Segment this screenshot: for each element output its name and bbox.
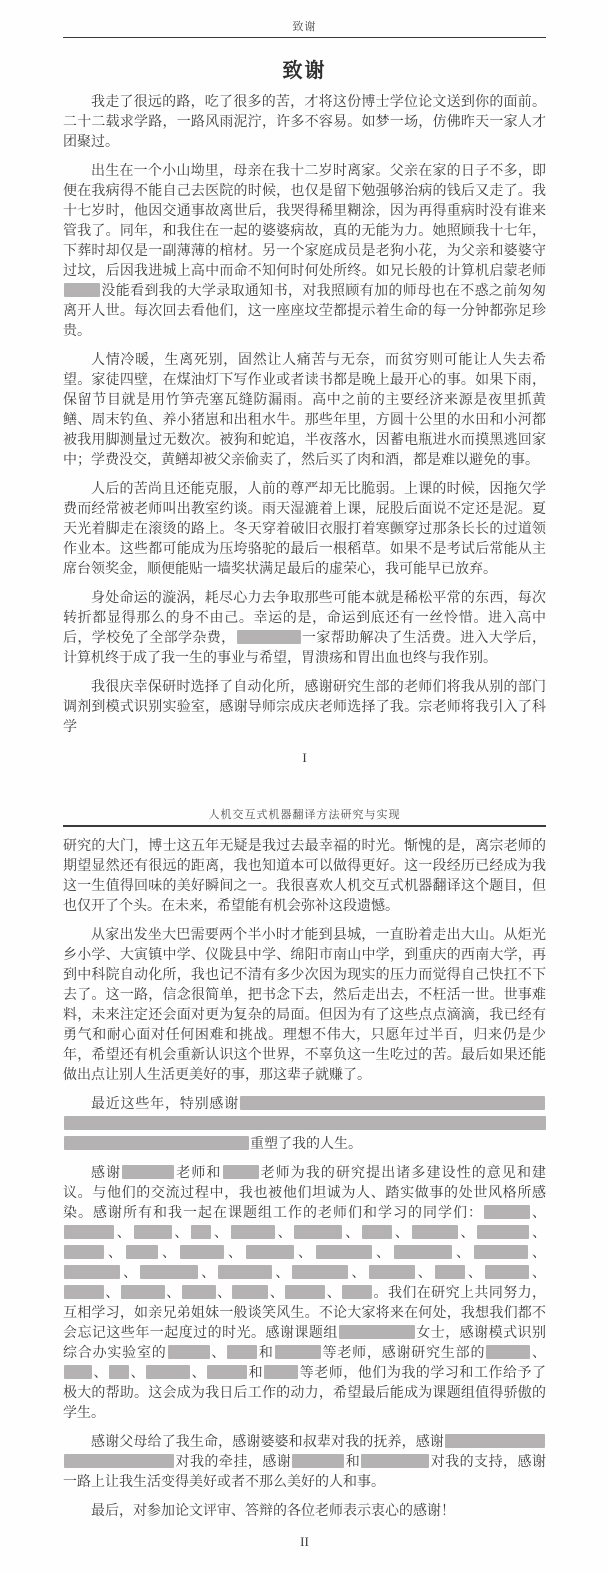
redaction-box — [168, 1345, 210, 1359]
paragraph: 身处命运的漩涡，耗尽心力去争取那些可能本就是稀松平常的东西，每次转折都显得那么的身不由己。幸运的是，命运到底还有一丝怜惜。进入高中后，学校免了全部学杂费， 一家帮助解决了生活费。进入大学后，计算机终于成了我一生的事业与希望，胃溃疡和胃出血也终与我作别。 — [63, 591, 547, 666]
redaction-box — [64, 1245, 104, 1259]
paragraph: 最后，对参加论文评审、答辩的各位老师表示衷心的感谢！ — [91, 1504, 455, 1519]
redaction-box — [240, 1096, 545, 1110]
page1-running-header: 致谢 — [292, 21, 317, 33]
paragraph: 出生在一个小山坳里，母亲在我十二岁时离家。父亲在家的日子不多，即便在我病得不能自己去医院的时候，也仅是留下勉强够治病的钱后又走了。我十七岁时，他因交通事故离世后，我哭得稀里糊涂，因为再得重病时没有谁来管我了。同年，和我住在一起的婆婆病故，真的无能为力。她照顾我十七年，下葬时却仅是一副薄薄的棺材。另一个家庭成员是老狗小花，为父亲和婆婆守过坟，后因我进城上高中而命不知何时何处所终。如兄长般的计算机启蒙老师没能看到我的大学录取通知书，对我照顾有加的师母也在不惑之前匆匆离开人世。每次回去看他们，这一座座坟茔都提示着生命的每一分钟都弥足珍贵。 — [63, 164, 546, 339]
page1-body — [63, 93, 546, 738]
redaction-box — [484, 1205, 530, 1219]
redaction-box — [64, 1116, 546, 1130]
redaction-box — [121, 1285, 165, 1299]
redaction-box — [394, 1245, 452, 1259]
redaction-box — [180, 1245, 224, 1259]
redaction-box — [361, 1454, 429, 1468]
redaction-box — [223, 1165, 259, 1179]
redaction-box — [435, 1265, 465, 1279]
redaction-box — [275, 1345, 321, 1359]
page1-header-rule — [63, 37, 546, 38]
redaction-box — [285, 1285, 325, 1299]
redaction-box — [294, 1225, 342, 1239]
paragraph: 我走了很远的路，吃了很多的苦，才将这份博士学位论文送到你的面前。二十二载求学路，一路风雨泥泞，许多不容易。如梦一场，仿佛昨天一家人才团聚过。 — [63, 95, 546, 150]
paragraph: 从家出发坐大巴需要两个半小时才能到县城，一直盼着走出大山。从炬光乡小学、大寅镇中学、仪陇县中学、绵阳市南山中学，到重庆的西南大学，再到中科院自动化所，我也记不清有多少次因为现实的压力而觉得自己快扛不下去了。这一路，信念很简单，把书念下去，然后走出去，不枉活一世。世事难料，未来注定还会面对更为复杂的局面。但因为有了这些点点滴滴，我已经有勇气和耐心面对任何困难和挑战。理想不伟大，只愿年过半百，归来仍是少年，希望还有机会重新认识这个世界，不辜负这一生吃过的苦。最后如果还能做出点让别人生活更美好的事，那这辈子就赚了。 — [63, 928, 546, 1083]
redaction-box — [292, 1265, 348, 1279]
redaction-box — [264, 1365, 298, 1379]
redaction-box — [182, 1285, 216, 1299]
redaction-box — [232, 1285, 268, 1299]
page-2 — [0, 788, 608, 1572]
page2-header-rule — [63, 825, 546, 827]
redaction-box — [246, 1245, 294, 1259]
paragraph: 人情冷暖，生离死别，固然让人痛苦与无奈，而贫穷则可能让人失去希望。家徒四壁，在煤油灯下写作业或者读书都是晚上最开心的事。如果下雨，保留节目就是用竹笋壳塞瓦缝防漏雨。高中之前的主要经济来源是夜里抓黄鳝、周末钓鱼、养小猪崽和出租水牛。那些年里，方圆十公里的水田和小河都被我用脚测量过无数次。被狗和蛇追，半夜落水，因蓄电瓶进水而摸黑逃回家中；学费没交，黄鳝却被父亲偷卖了，然后买了肉和酒，都是难以避免的事。 — [63, 353, 546, 468]
redaction-box — [191, 1225, 211, 1239]
redaction-box — [316, 1245, 372, 1259]
paragraph: 人后的苦尚且还能克服，人前的尊严却无比脆弱。上课的时候，因拖欠学费而经常被老师叫出教室约谈。雨天湿漉着上课，屁股后面说不定还是泥。夏天光着脚走在滚烫的路上。冬天穿着破旧衣服打着寒颤穿过那条长长的过道领作业本。这些都可能成为压垮骆驼的最后一根稻草。如果不是考试后常能从主席台领奖金，顺便能贴一墙奖状满足最后的虚荣心，我可能早已放弃。 — [63, 482, 546, 577]
paragraph: 研究的大门，博士这五年无疑是我过去最幸福的时光。惭愧的是，离宗老师的期望显然还有很远的距离，我也知道本可以做得更好。这一段经历已经成为我这一生值得回味的美好瞬间之一。我很喜欢人机交互式机器翻译这个题目，但也仅开了个头。在未来，希望能有机会弥补这段遗憾。 — [63, 839, 546, 914]
redaction-box — [64, 1454, 174, 1468]
page2-running-header: 人机交互式机器翻译方法研究与实现 — [208, 809, 401, 821]
redaction-box — [339, 1325, 415, 1339]
redaction-box — [109, 1365, 129, 1379]
redaction-box — [412, 1225, 458, 1239]
redaction-box — [126, 1245, 158, 1259]
redaction-box — [292, 1454, 344, 1468]
redaction-box — [445, 1434, 545, 1448]
redaction-box — [369, 1265, 415, 1279]
redaction-box — [477, 1225, 529, 1239]
redaction-box — [64, 1285, 104, 1299]
redaction-box — [134, 1225, 172, 1239]
redaction-box — [231, 1225, 275, 1239]
redaction-box — [140, 1265, 198, 1279]
redaction-box — [64, 1136, 249, 1150]
page2-body — [63, 837, 546, 1522]
page1-title: 致谢 — [282, 60, 327, 82]
redaction-box — [474, 1245, 528, 1259]
redaction-box — [64, 1365, 92, 1379]
paragraph: 感谢父母给了我生命，感谢婆婆和叔辈对我的抚养，感谢对我的牵挂，感谢 和 对我的支持，感谢一路上让我生活变得美好或者不那么美好的人和事。 — [63, 1435, 547, 1490]
paragraph: 感谢 老师和 老师为我的研究提出诸多建设性的意见和建议。与他们的交流过程中，我也被他们坦诚为人、踏实做事的处世风格所感染。感谢所有和我一起在课题组工作的老师们和学习的同学们： 、、 、 、 、 、 、 、 、、 、 、 、 、 、 、、 、 、 、 、 、 、、 、 、 、 、 。我们在研究上共同努力，互相学习，如亲兄弟姐妹一般谈笑风生。不论大家将来在何处，我想我们都不会忘记这些年一起度过的时光。感谢课题组 女士，感谢模式识别综合办实验室的 、 和 等老师，感谢研究生部的 、、 、 、 和 等老师，他们为我的学习和工作给予了极大的帮助。这会成为我日后工作的动力，希望最后能成为课题组值得骄傲的学生。 — [63, 1166, 547, 1421]
redaction-box — [342, 1285, 372, 1299]
redaction-box — [64, 1265, 120, 1279]
redaction-box — [362, 1225, 392, 1239]
redaction-box — [237, 630, 301, 644]
paragraph: 最近这些年，特别感谢重塑了我的人生。 — [63, 1095, 546, 1155]
paragraph: 我很庆幸保研时选择了自动化所，感谢研究生部的老师们将我从别的部门调剂到模式识别实验室，感谢导师宗成庆老师选择了我。宗老师将我引入了科学 — [63, 680, 546, 735]
page2-page-number: II — [300, 1534, 309, 1549]
redaction-box — [64, 1225, 114, 1239]
redaction-box — [486, 1345, 530, 1359]
redaction-box — [64, 283, 100, 297]
redaction-box — [146, 1365, 190, 1379]
redaction-box — [122, 1165, 174, 1179]
redaction-box — [207, 1365, 247, 1379]
redaction-box — [227, 1345, 257, 1359]
redaction-box — [218, 1265, 272, 1279]
page1-page-number: I — [302, 750, 307, 765]
redaction-box — [485, 1265, 529, 1279]
